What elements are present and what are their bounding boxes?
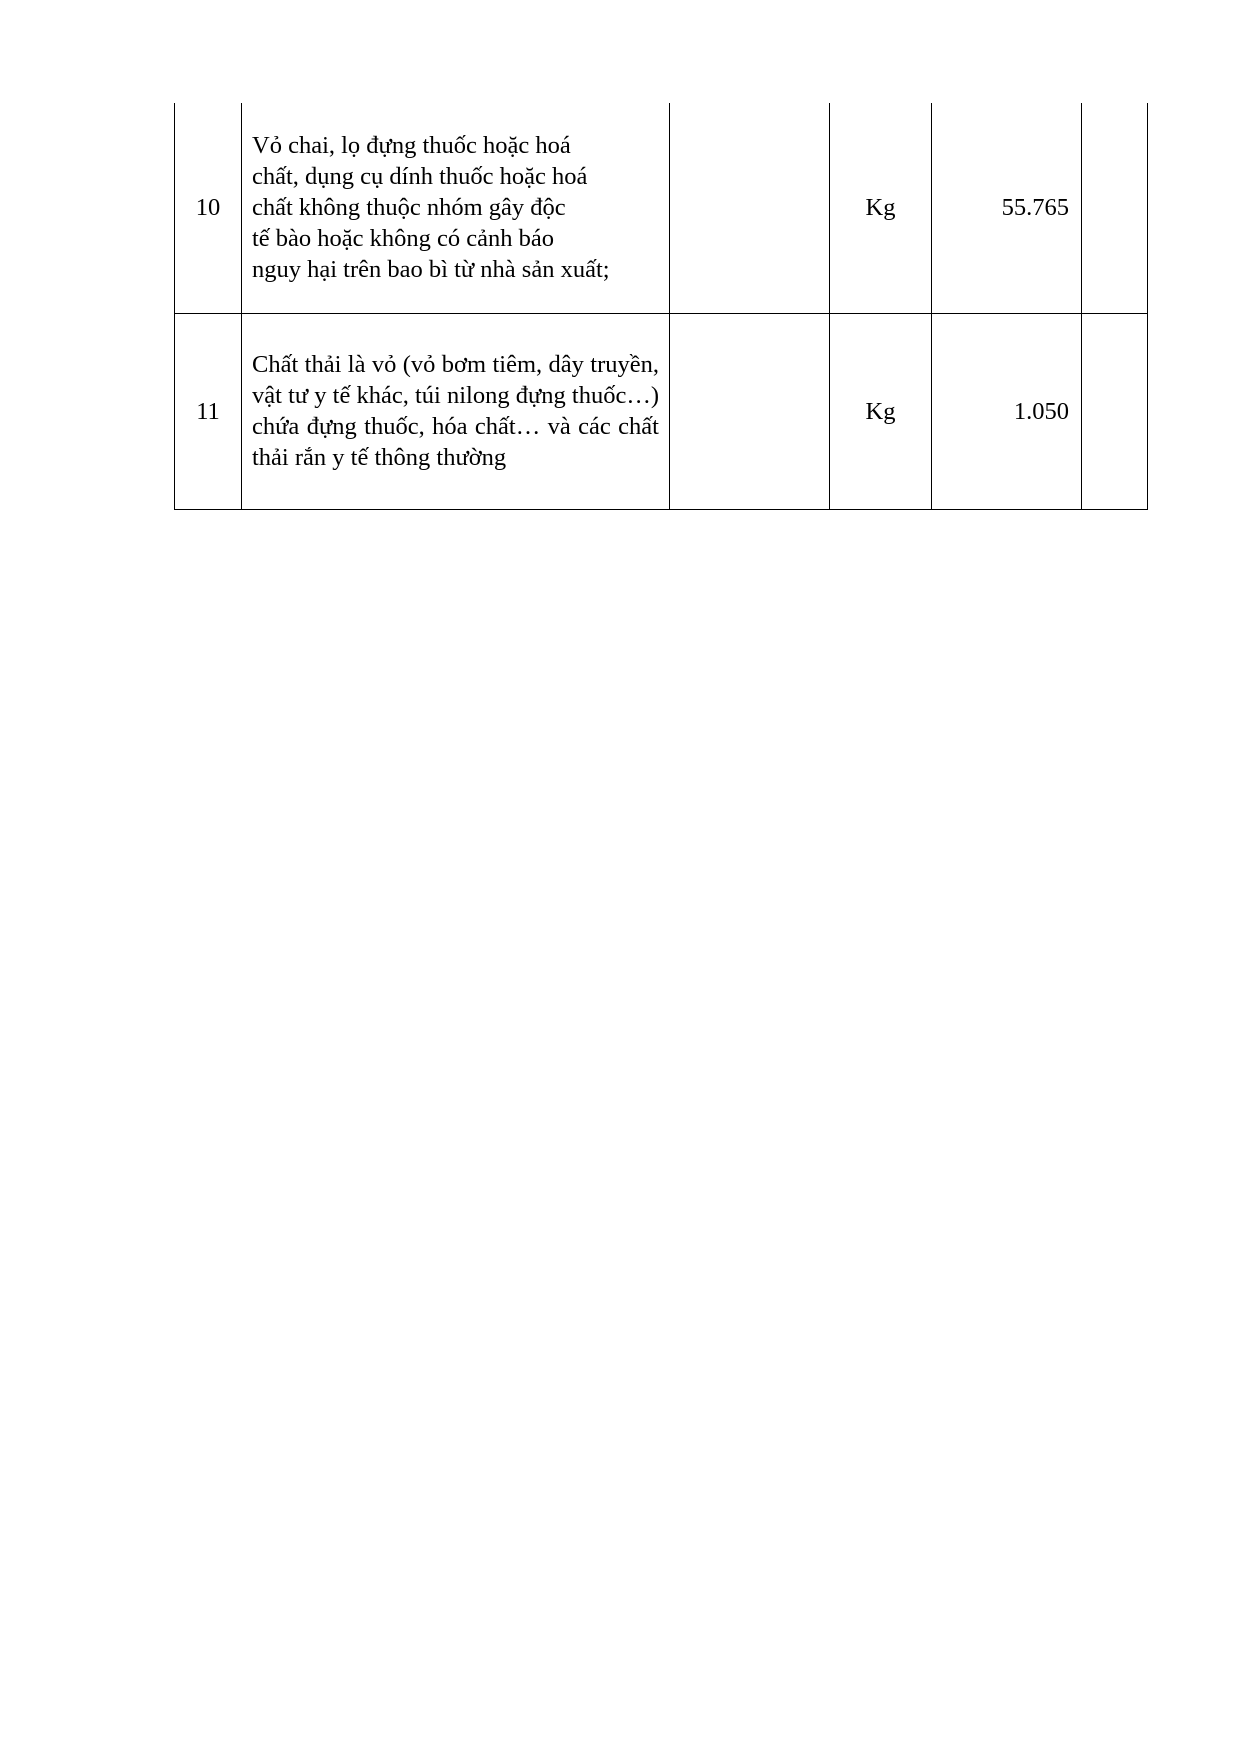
unit-cell: Kg bbox=[830, 103, 932, 313]
note-cell bbox=[1082, 103, 1148, 313]
row-number: 11 bbox=[175, 313, 242, 509]
waste-name-text: Vỏ chai, lọ đựng thuốc hoặc hoá chất, dụng cụ dính thuốc hoặc hoá chất không thuộc nhóm gây độc tế bào hoặc không có cảnh báo nguy hại trên bao bì từ nhà sản xuất; bbox=[252, 132, 610, 284]
table-row bbox=[175, 313, 1148, 509]
table-row bbox=[175, 103, 1148, 313]
quantity-cell: 55.765 bbox=[932, 103, 1082, 313]
waste-table bbox=[174, 103, 1148, 510]
row-number: 10 bbox=[175, 103, 242, 313]
waste-name: Chất thải là vỏ (vỏ bơm tiêm, dây truyền, vật tư y tế khác, túi nilong đựng thuốc…) chứa đựng thuốc, hóa chất… và các chất thải rắn y tế thông thường bbox=[242, 313, 670, 509]
waste-code bbox=[670, 313, 830, 509]
unit-cell: Kg bbox=[830, 313, 932, 509]
waste-name bbox=[242, 103, 670, 313]
note-cell bbox=[1082, 313, 1148, 509]
quantity-cell: 1.050 bbox=[932, 313, 1082, 509]
waste-code bbox=[670, 103, 830, 313]
